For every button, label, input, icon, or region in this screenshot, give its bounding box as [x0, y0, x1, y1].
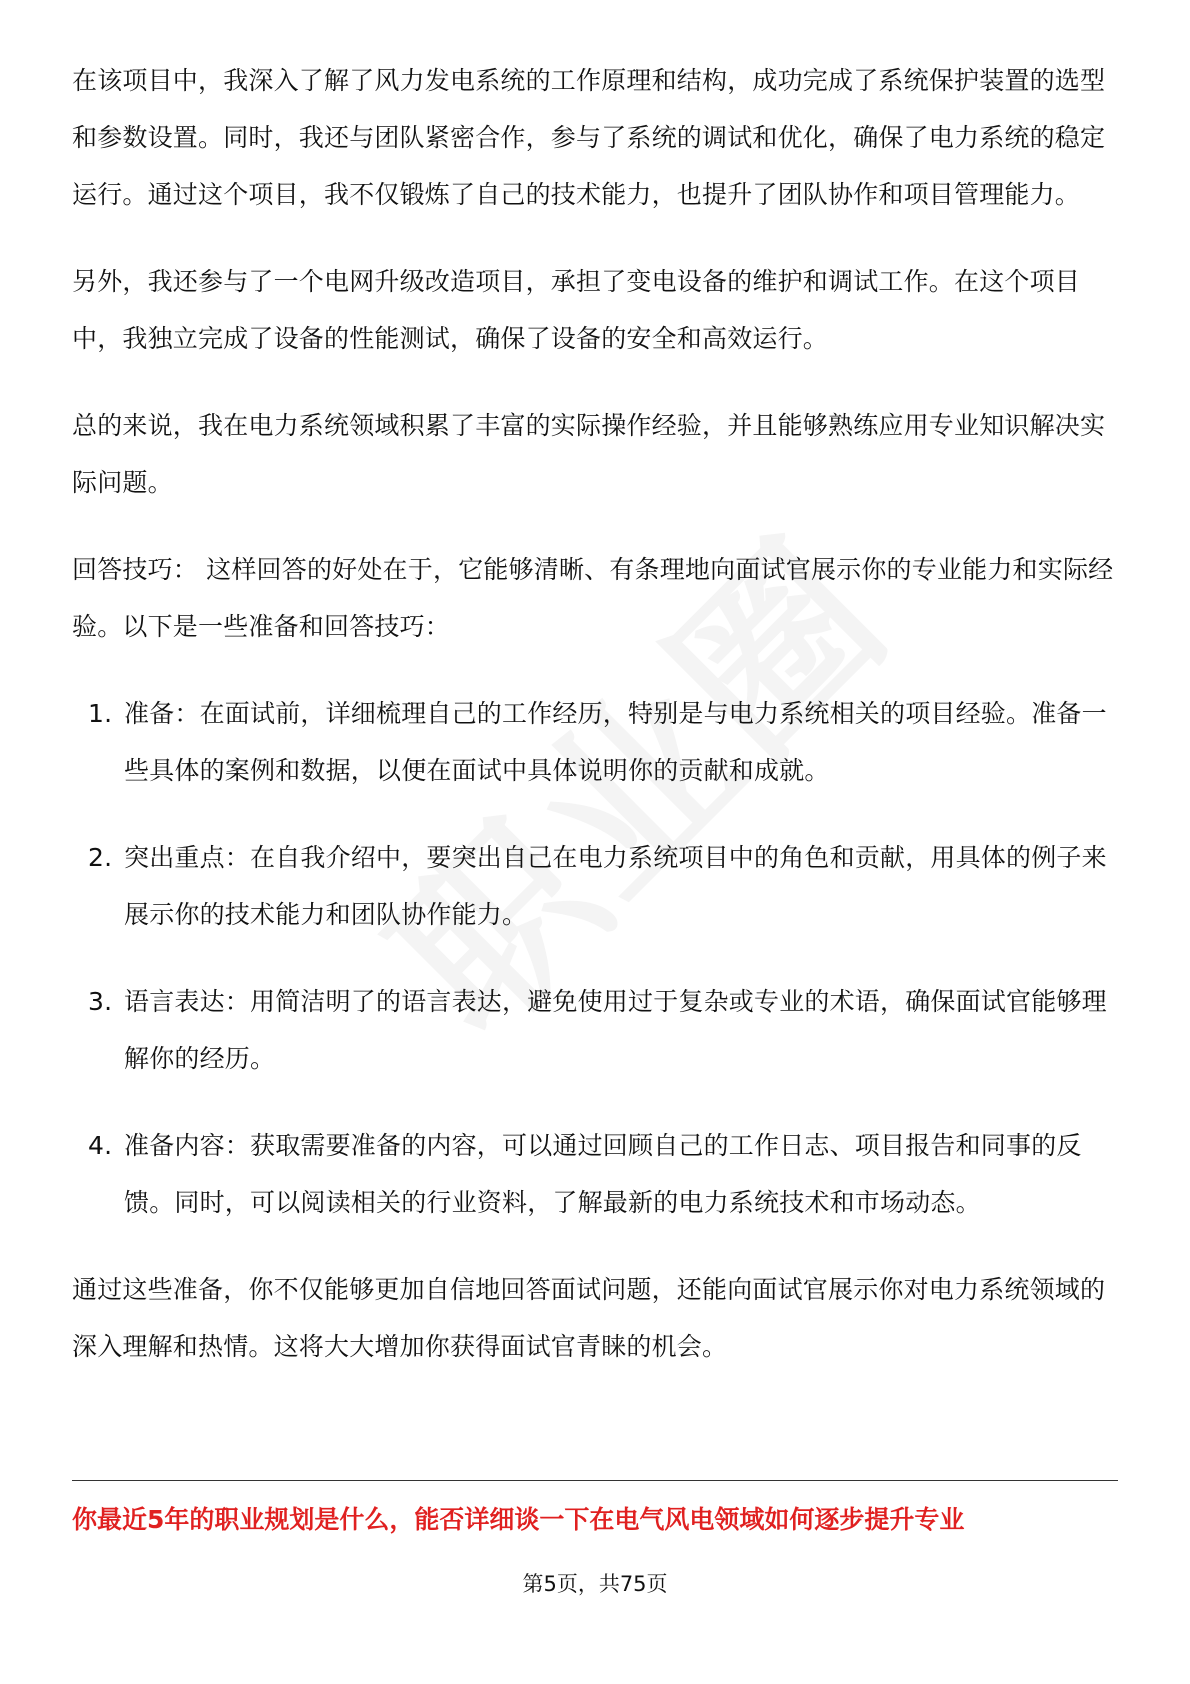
- paragraph-project-summary: 在该项目中，我深入了解了风力发电系统的工作原理和结构，成功完成了系统保护装置的选型和参数设置。同时，我还与团队紧密合作，参与了系统的调试和优化，确保了电力系统的稳定运行。通过这个项目，我不仅锻炼了自己的技术能力，也提升了团队协作和项目管理能力。: [72, 66, 1106, 209]
- paragraph-grid-upgrade: 另外，我还参与了一个电网升级改造项目，承担了变电设备的维护和调试工作。在这个项目中，我独立完成了设备的性能测试，确保了设备的安全和高效运行。: [72, 267, 1081, 353]
- tips-list: [72, 685, 1118, 1231]
- list-item-number: 1.: [88, 699, 113, 728]
- list-item: [72, 685, 1118, 799]
- list-item-text: 语言表达：用简洁明了的语言表达，避免使用过于复杂或专业的术语，确保面试官能够理解你的经历。: [124, 987, 1107, 1073]
- list-item: [72, 973, 1118, 1087]
- list-item-text: 准备：在面试前，详细梳理自己的工作经历，特别是与电力系统相关的项目经验。准备一些具体的案例和数据，以便在面试中具体说明你的贡献和成就。: [124, 699, 1107, 785]
- list-item-number: 3.: [88, 987, 113, 1016]
- next-question-heading: 你最近5年的职业规划是什么，能否详细谈一下在电气风电领域如何逐步提升专业: [72, 1505, 965, 1534]
- list-item: [72, 829, 1118, 943]
- section-divider: [72, 1480, 1118, 1481]
- page-content: [72, 52, 1118, 1405]
- page-number-footer: 第5页，共75页: [522, 1572, 668, 1596]
- list-item-number: 4.: [88, 1131, 113, 1160]
- paragraph-overall: 总的来说，我在电力系统领域积累了丰富的实际操作经验，并且能够熟练应用专业知识解决实际问题。: [72, 411, 1106, 497]
- list-item-text: 准备内容：获取需要准备的内容，可以通过回顾自己的工作日志、项目报告和同事的反馈。同时，可以阅读相关的行业资料，了解最新的电力系统技术和市场动态。: [124, 1131, 1082, 1217]
- list-item-number: 2.: [88, 843, 113, 872]
- paragraph-answer-tips: 回答技巧： 这样回答的好处在于，它能够清晰、有条理地向面试官展示你的专业能力和实际经验。以下是一些准备和回答技巧：: [72, 555, 1114, 641]
- list-item: [72, 1117, 1118, 1231]
- paragraph-closing: 通过这些准备，你不仅能够更加自信地回答面试问题，还能向面试官展示你对电力系统领域的深入理解和热情。这将大大增加你获得面试官青睐的机会。: [72, 1275, 1106, 1361]
- list-item-text: 突出重点：在自我介绍中，要突出自己在电力系统项目中的角色和贡献，用具体的例子来展示你的技术能力和团队协作能力。: [124, 843, 1107, 929]
